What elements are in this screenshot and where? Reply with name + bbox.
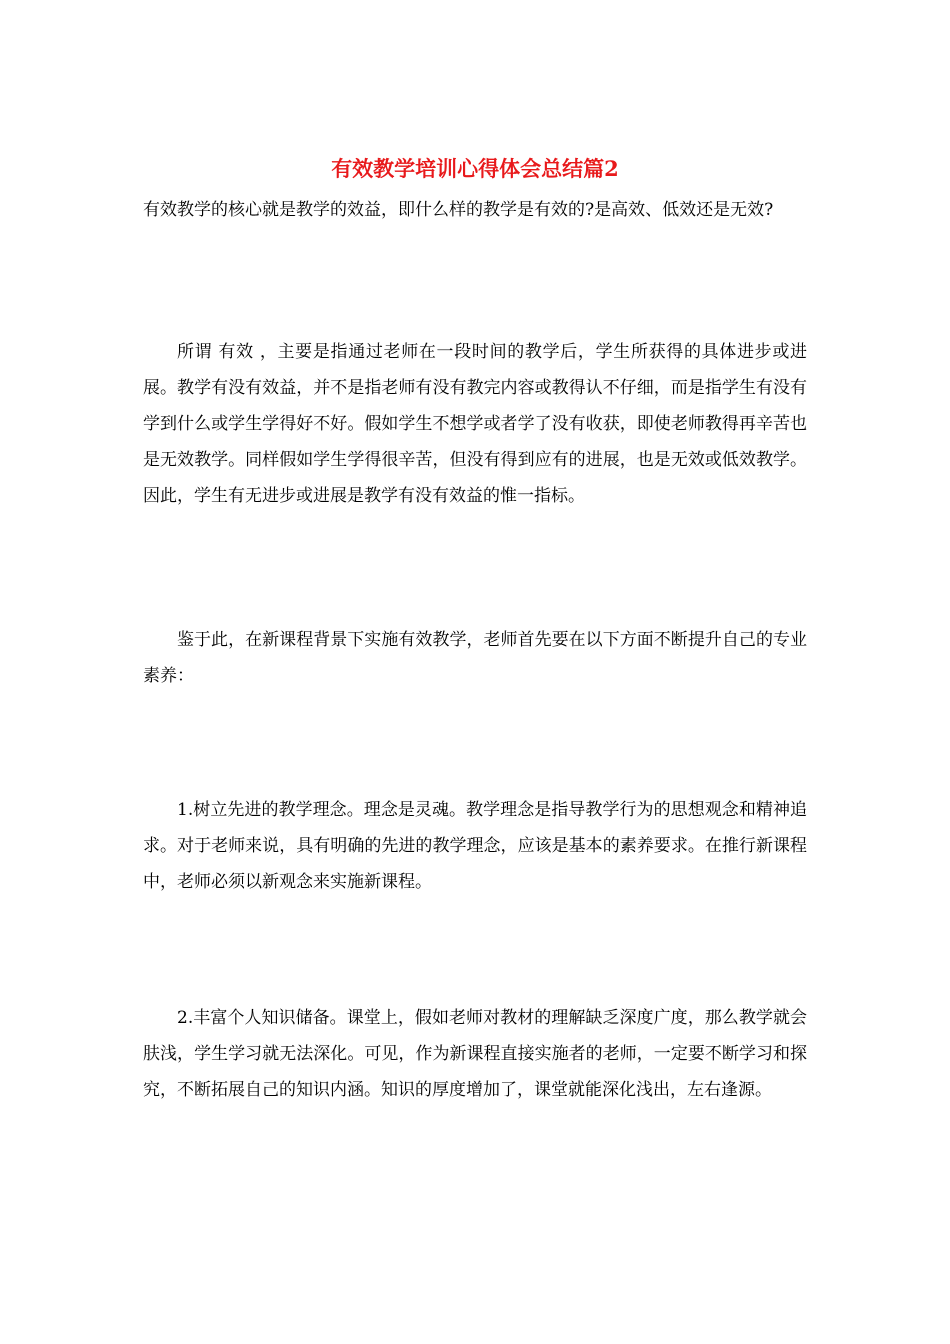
point-1-paragraph: 1.树立先进的教学理念。理念是灵魂。教学理念是指导教学行为的思想观念和精神追求。对于老师来说，具有明确的先进的教学理念，应该是基本的素养要求。在推行新课程中，老师必须以新观念来实施新课程。	[143, 800, 807, 892]
transition-paragraph: 鉴于此，在新课程背景下实施有效教学，老师首先要在以下方面不断提升自己的专业素养：	[143, 630, 807, 686]
point-2-paragraph: 2.丰富个人知识储备。课堂上，假如老师对教材的理解缺乏深度广度，那么教学就会肤浅，学生学习就无法深化。可见，作为新课程直接实施者的老师，一定要不断学习和探究，不断拓展自己的知识内涵。知识的厚度增加了，课堂就能深化浅出，左右逢源。	[143, 1008, 807, 1100]
document-title: 有效教学培训心得体会总结篇2	[331, 156, 619, 181]
intro-paragraph: 有效教学的核心就是教学的效益，即什么样的教学是有效的?是高效、低效还是无效?	[143, 200, 774, 220]
definition-paragraph: 所谓 有效 ，主要是指通过老师在一段时间的教学后，学生所获得的具体进步或进展。教学有没有效益，并不是指老师有没有教完内容或教得认不仔细，而是指学生有没有学到什么或学生学得好不好。假如学生不想学或者学了没有收获，即使老师教得再辛苦也是无效教学。同样假如学生学得很辛苦，但没有得到应有的进展，也是无效或低效教学。因此，学生有无进步或进展是教学有没有效益的惟一指标。	[143, 342, 807, 506]
